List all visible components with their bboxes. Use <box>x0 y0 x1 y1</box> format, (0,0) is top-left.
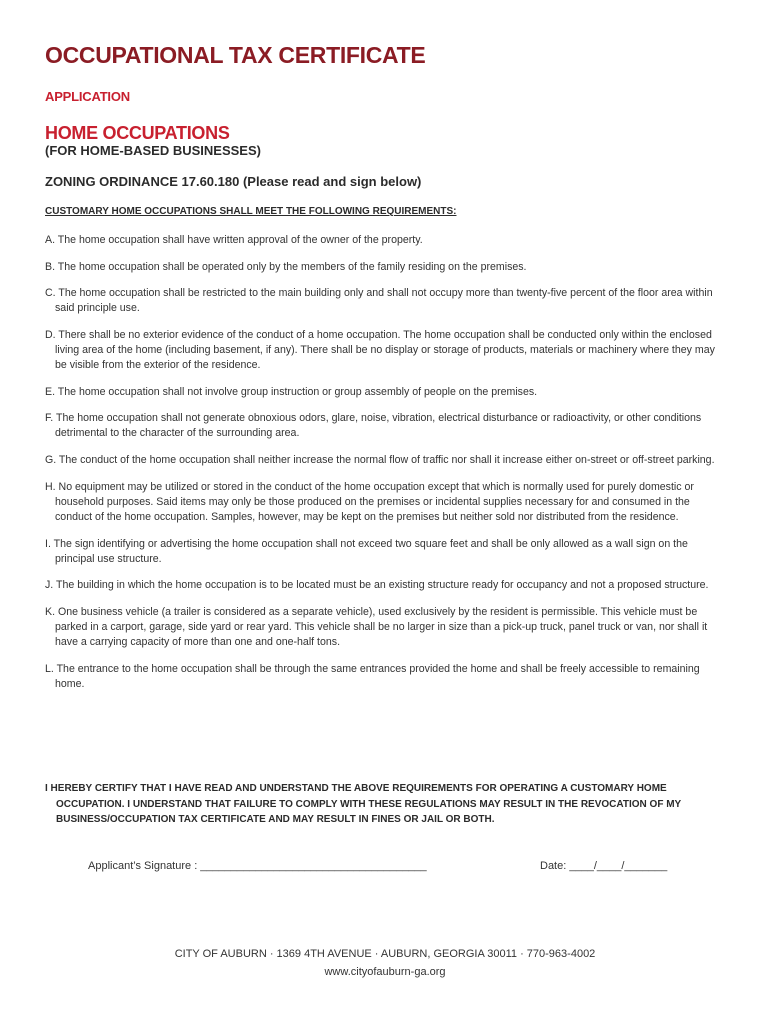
requirement-item: G. The conduct of the home occupation shall neither increase the normal flow of traffic nor shall it increase either on-street or off-street parking. <box>45 454 715 467</box>
document-title: OCCUPATIONAL TAX CERTIFICATE <box>45 42 426 68</box>
requirement-item: K. One business vehicle (a trailer is considered as a separate vehicle), used exclusively by the resident is permissible. This vehicle must be parked in a carport, garage, side yard or rear yard. This vehicle shall be no larger in size than a pick-up truck, panel truck or van, nor shall it have a carrying capacity of more than one and one-half tons. <box>45 605 708 648</box>
footer-address: CITY OF AUBURN · 1369 4TH AVENUE · AUBURN, GEORGIA 30011 · 770-963-4002 <box>174 948 596 960</box>
requirement-item: F. The home occupation shall not generate obnoxious odors, glare, noise, vibration, electrical disturbance or radioactivity, or other conditions detrimental to the character of the surrounding area. <box>45 412 702 440</box>
requirement-item: C. The home occupation shall be restricted to the main building only and shall not occupy more than twenty-five percent of the floor area within said principle use. <box>45 287 713 315</box>
requirement-item: D. There shall be no exterior evidence of the conduct of a home occupation. The home occupation shall be conducted only within the enclosed living area of the home (including basement, if any). There shall be no display or storage of products, materials or machinery where they may be visible from the exterior of the residence. <box>45 329 715 372</box>
requirement-item: L. The entrance to the home occupation shall be through the same entrances provided the home and shall be freely accessible to remaining home. <box>45 662 700 690</box>
footer-website-link[interactable]: www.cityofauburn-ga.org <box>324 966 446 978</box>
ordinance-heading: ZONING ORDINANCE 17.60.180 (Please read and sign below) <box>45 174 422 189</box>
document-subtitle: APPLICATION <box>45 89 130 104</box>
date-field[interactable]: Date: ____/____/_______ <box>540 860 668 872</box>
section-subtitle: (FOR HOME-BASED BUSINESSES) <box>45 143 261 158</box>
certification-statement: I HEREBY CERTIFY THAT I HAVE READ AND UNDERSTAND THE ABOVE REQUIREMENTS FOR OPERATING A CUSTOMARY HOME OCCUPATION. I UNDERSTAND THAT FAILURE TO COMPLY WITH THESE REGULATIONS MAY RESULT IN THE REVOCATION OF MY BUSINESS/OCCUPATION TAX CERTIFICATE AND MAY RESULT IN FINES OR JAIL OR BOTH. <box>45 783 682 825</box>
requirement-item: I. The sign identifying or advertising the home occupation shall not exceed two square feet and shall be only allowed as a wall sign on the principal use structure. <box>45 537 688 565</box>
requirements-list <box>45 233 725 703</box>
applicant-signature-field[interactable]: Applicant’s Signature : _____________________________________ <box>88 860 427 872</box>
section-title: HOME OCCUPATIONS <box>45 123 230 143</box>
requirements-heading: CUSTOMARY HOME OCCUPATIONS SHALL MEET THE FOLLOWING REQUIREMENTS: <box>45 206 457 217</box>
requirement-item: J. The building in which the home occupation is to be located must be an existing structure ready for occupancy and not a proposed structure. <box>45 579 709 592</box>
requirement-item: A. The home occupation shall have written approval of the owner of the property. <box>45 234 423 246</box>
requirement-item: H. No equipment may be utilized or stored in the conduct of the home occupation except that which is normally used for purely domestic or household purposes. Said items may only be those produced on the premises or incidental supplies necessary for and consumed in the conduct of the home occupation. Samples, however, may be kept on the premises but neither sold nor distributed from the residence. <box>45 480 694 523</box>
requirement-item: E. The home occupation shall not involve group instruction or group assembly of people on the premises. <box>45 385 538 398</box>
requirement-item: B. The home occupation shall be operated only by the members of the family residing on the premises. <box>45 260 527 273</box>
